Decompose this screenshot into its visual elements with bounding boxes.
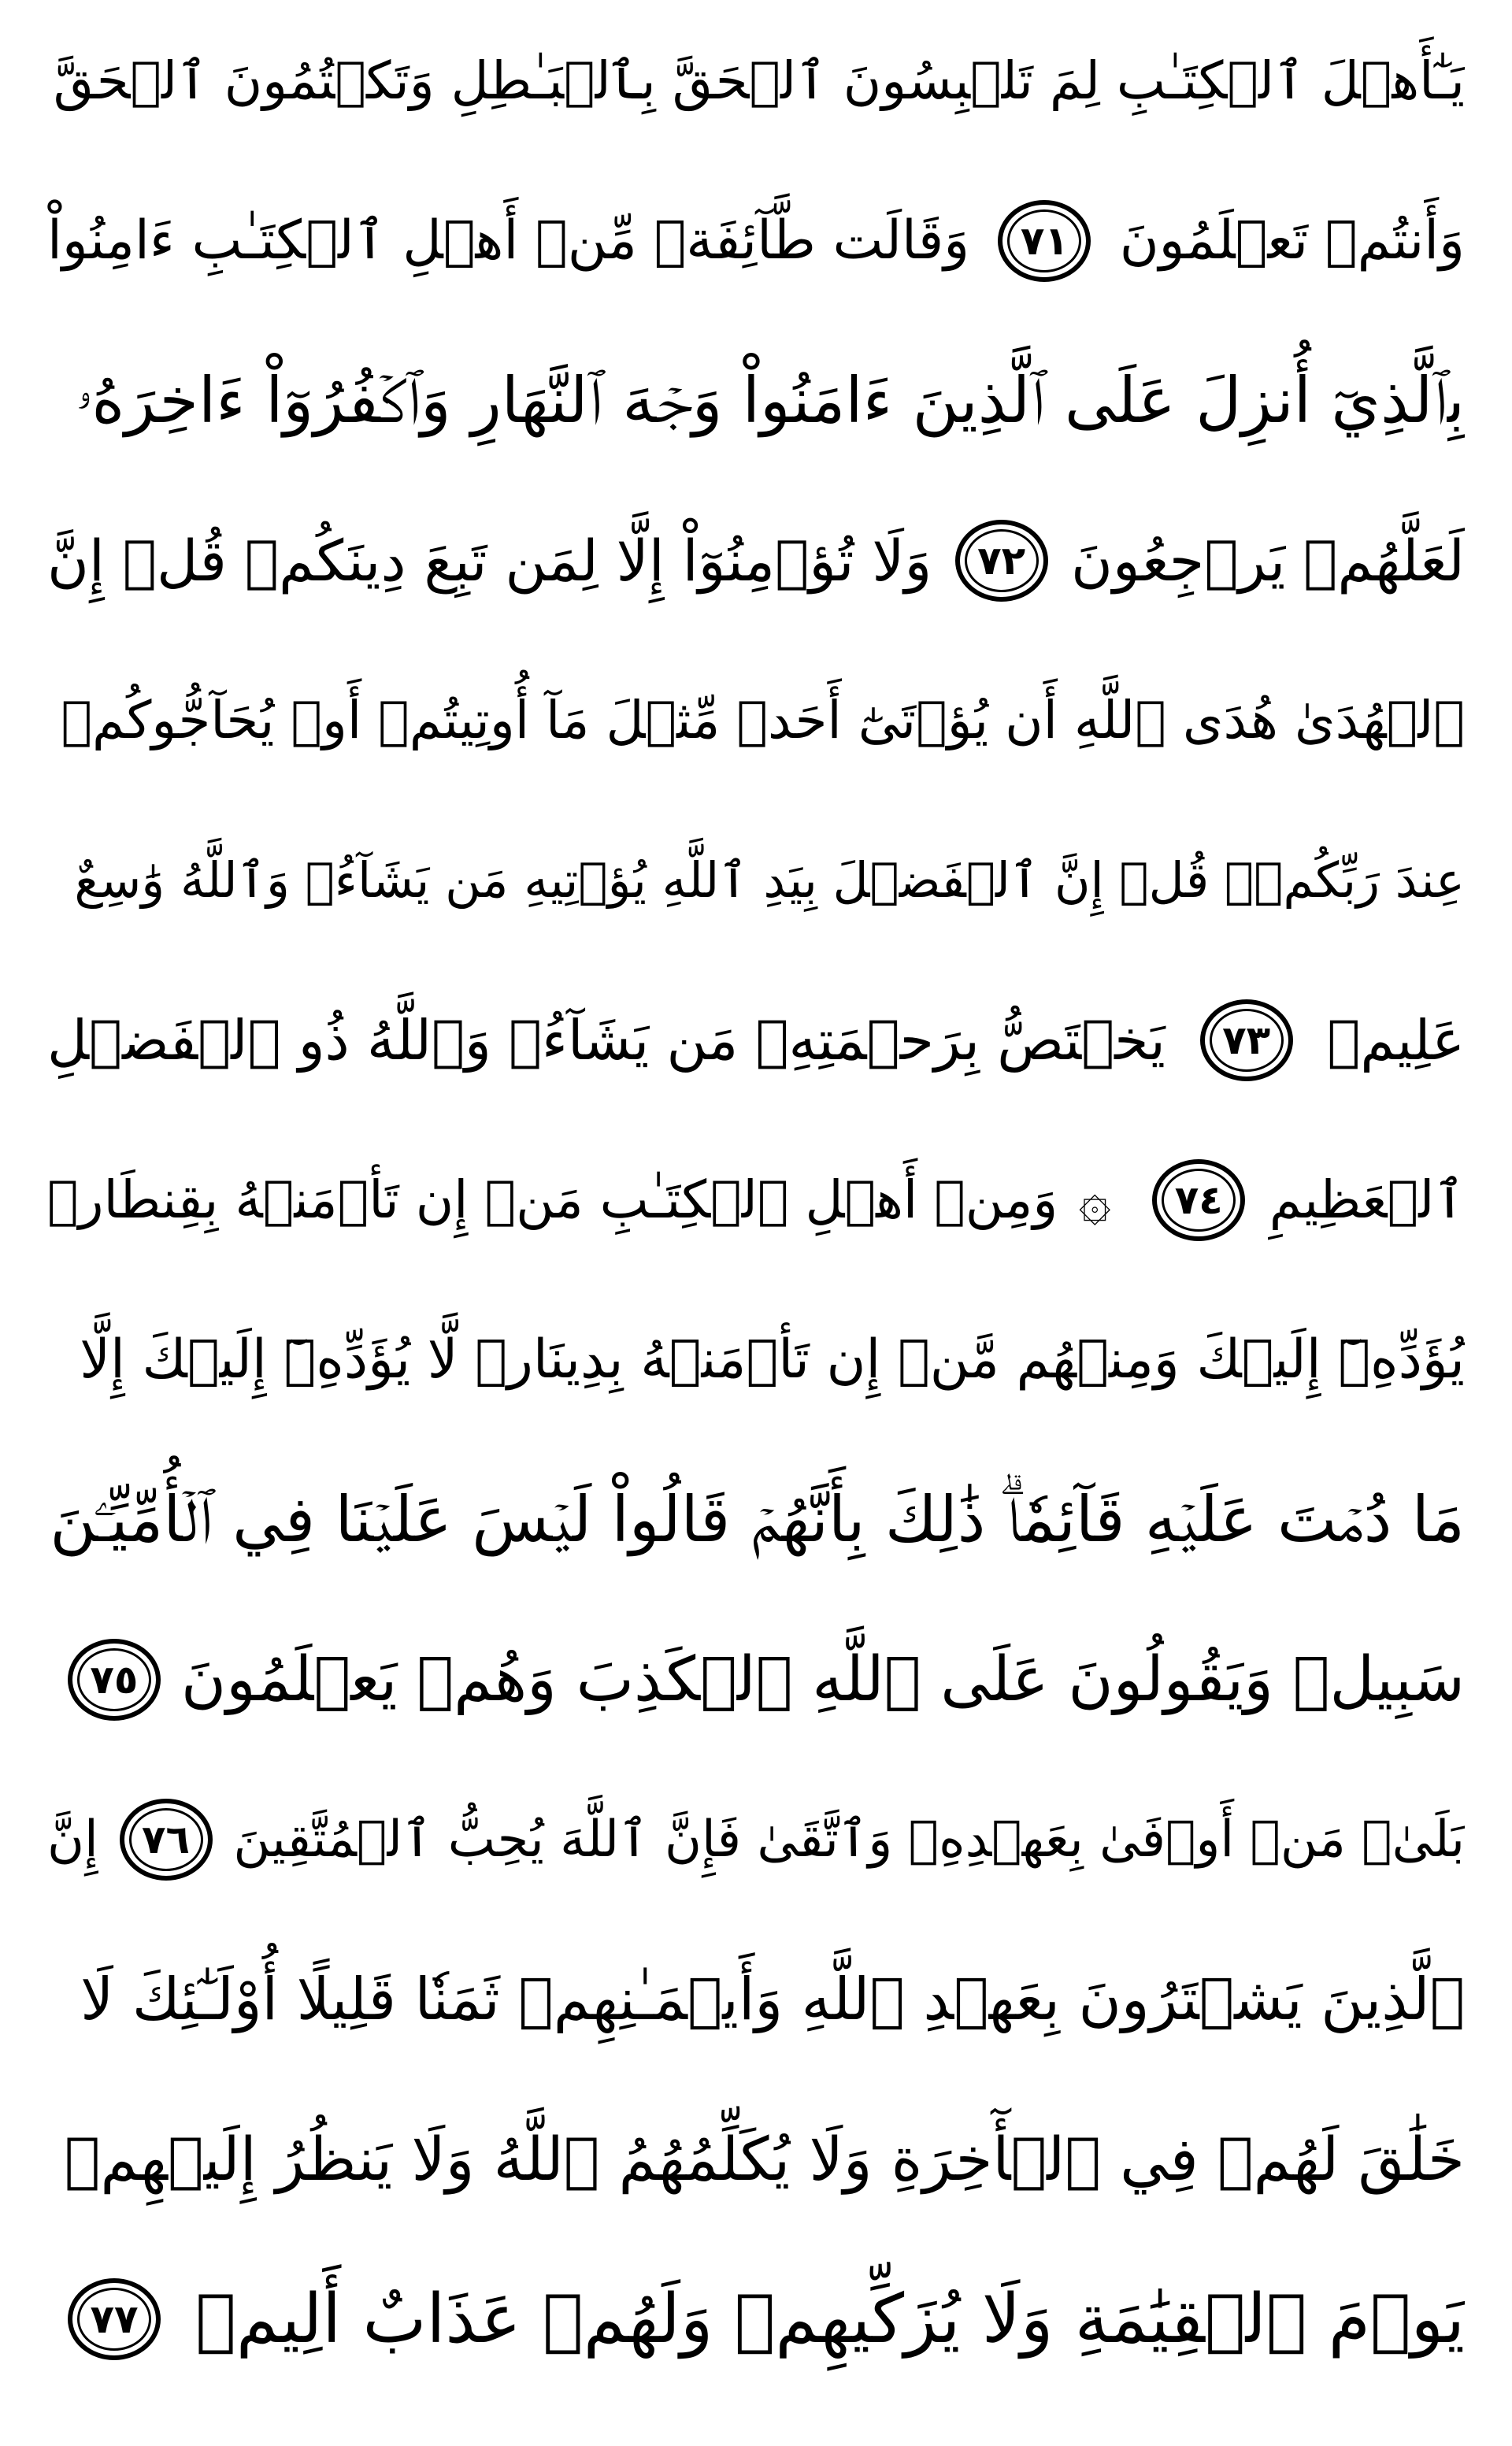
verse-text: إِنَّ — [47, 1810, 98, 1869]
verse-line — [47, 965, 1465, 1115]
ayah-number-marker: ٧٣ — [1200, 999, 1293, 1081]
verse-line — [47, 166, 1465, 316]
verse-line — [47, 1125, 1465, 1275]
verse-text: بَلَىٰۚ مَنۡ أَوۡفَىٰ بِعَهۡدِهِۦ وَٱتَّقَىٰ فَإِنَّ ٱللَّهَ يُحِبُّ ٱلۡمُتَّقِينَ — [233, 1810, 1465, 1869]
verse-line — [47, 1925, 1465, 2074]
verse-line — [47, 1605, 1465, 1755]
verse-text: وَلَا تُؤۡمِنُوٓاْ إِلَّا لِمَن تَبِعَ دِينَكُمۡ قُلۡ إِنَّ — [47, 528, 932, 594]
verse-line — [47, 1765, 1465, 1914]
verse-text: وَقَالَت طَّآئِفَةٞ مِّنۡ أَهۡلِ ٱلۡكِتَـٰبِ ءَامِنُواْ — [47, 209, 970, 272]
verse-text: مَا دُمۡتَ عَلَيۡهِ قَآئِمٗاۗ ذَٰلِكَ بِأَنَّهُمۡ قَالُواْ لَيۡسَ عَلَيۡنَا فِي ٱلۡأُمِّيِّـۧنَ — [50, 1483, 1465, 1556]
verse-lines — [47, 0, 1465, 2446]
ayah-number-marker: ٧٤ — [1152, 1159, 1245, 1241]
ayah-number-marker: ٧٧ — [68, 2278, 161, 2360]
verse-line — [47, 1285, 1465, 1435]
verse-text: خَلَٰقَ لَهُمۡ فِي ٱلۡأٓخِرَةِ وَلَا يُكَلِّمُهُمُ ٱللَّهُ وَلَا يَنظُرُ إِلَيۡهِمۡ — [64, 2124, 1465, 2194]
verse-text: ٱلۡعَظِيمِ — [1269, 1169, 1465, 1230]
verse-text: لَعَلَّهُمۡ يَرۡجِعُونَ — [1071, 528, 1465, 594]
verse-text: ٱلۡهُدَىٰ هُدَى ٱللَّهِ أَن يُؤۡتَىٰٓ أَحَدٞ مِّثۡلَ مَآ أُوتِيتُمۡ أَوۡ يُحَآجُّوكُمۡ — [61, 690, 1465, 750]
verse-line — [47, 2244, 1465, 2394]
verse-line — [47, 646, 1465, 795]
verse-line — [47, 1445, 1465, 1595]
verse-text: بِٱلَّذِيٓ أُنزِلَ عَلَى ٱلَّذِينَ ءَامَنُواْ وَجۡهَ ٱلنَّهَارِ وَٱكۡفُرُوٓاْ ءَاخِرَهُۥ — [76, 364, 1465, 437]
ayah-number-marker: ٧٢ — [955, 520, 1048, 602]
ayah-number-marker: ٧٥ — [68, 1639, 161, 1721]
verse-line — [47, 6, 1465, 156]
verse-text: سَبِيلٞ وَيَقُولُونَ عَلَى ٱللَّهِ ٱلۡكَذِبَ وَهُمۡ يَعۡلَمُونَ — [180, 1644, 1465, 1715]
hizb-quarter-icon: ۞ — [1078, 1168, 1111, 1232]
verse-text: ٱلَّذِينَ يَشۡتَرُونَ بِعَهۡدِ ٱللَّهِ وَأَيۡمَـٰنِهِمۡ ثَمَنٗا قَلِيلًا أُوْلَـٰٓئِكَ لَا — [80, 1966, 1465, 2033]
verse-line — [47, 326, 1465, 476]
ayah-number-marker: ٧٦ — [120, 1799, 213, 1881]
verse-line — [47, 2085, 1465, 2234]
verse-text: عَلِيمٞ — [1327, 1008, 1465, 1073]
verse-text: عِندَ رَبِّكُمۡۗ قُلۡ إِنَّ ٱلۡفَضۡلَ بِيَدِ ٱللَّهِ يُؤۡتِيهِ مَن يَشَآءُۗ وَٱللَّهُ وَٰسِعٌ — [74, 851, 1465, 909]
ayah-number-marker: ٧١ — [998, 200, 1091, 282]
verse-text: وَأَنتُمۡ تَعۡلَمُونَ — [1119, 209, 1465, 272]
verse-text: يَخۡتَصُّ بِرَحۡمَتِهِۦ مَن يَشَآءُۗ وَٱللَّهُ ذُو ٱلۡفَضۡلِ — [47, 1008, 1166, 1073]
verse-text: يَوۡمَ ٱلۡقِيَٰمَةِ وَلَا يُزَكِّيهِمۡ وَلَهُمۡ عَذَابٌ أَلِيمٞ — [195, 2280, 1465, 2359]
verse-line — [47, 806, 1465, 955]
verse-text: وَمِنۡ أَهۡلِ ٱلۡكِتَـٰبِ مَنۡ إِن تَأۡمَنۡهُ بِقِنطَارٖ — [47, 1169, 1058, 1230]
verse-text: يَـٰٓأَهۡلَ ٱلۡكِتَـٰبِ لِمَ تَلۡبِسُونَ ٱلۡحَقَّ بِٱلۡبَـٰطِلِ وَتَكۡتُمُونَ ٱلۡحَقَّ — [53, 50, 1465, 111]
verse-line — [47, 486, 1465, 636]
verse-text: يُؤَدِّهِۦٓ إِلَيۡكَ وَمِنۡهُم مَّنۡ إِن تَأۡمَنۡهُ بِدِينَارٖ لَّا يُؤَدِّهِۦٓ إِلَيۡكَ إِلَّا — [80, 1329, 1465, 1391]
